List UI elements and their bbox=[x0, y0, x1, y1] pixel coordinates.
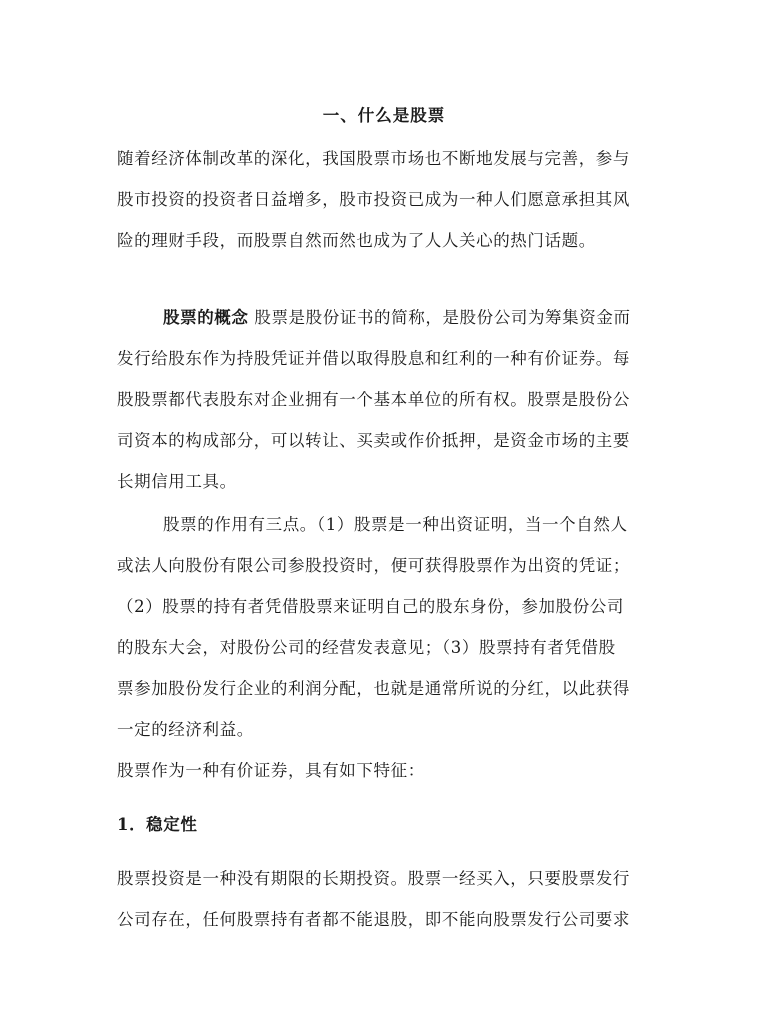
paragraph-line: 的股东大会，对股份公司的经营发表意见；（3）股票持有者凭借股 bbox=[117, 638, 616, 657]
intro-paragraph bbox=[117, 138, 657, 261]
paragraph-line: 长期信用工具。 bbox=[117, 472, 237, 491]
paragraph-line: 公司存在，任何股票持有者都不能退股，即不能向股票发行公司要求 bbox=[117, 910, 630, 929]
paragraph-line: 股票的作用有三点。（1）股票是一种出资证明，当一个自然人 bbox=[163, 515, 628, 534]
paragraph-line bbox=[117, 297, 657, 338]
paragraph-line: 股市投资的投资者日益增多，股市投资已成为一种人们愿意承担其风 bbox=[117, 190, 630, 209]
paragraph-line: 股股票都代表股东对企业拥有一个基本单位的所有权。股票是股份公 bbox=[117, 390, 630, 409]
paragraph-line: （2）股票的持有者凭借股票来证明自己的股东身份，参加股份公司 bbox=[117, 597, 624, 616]
paragraph-line: 险的理财手段，而股票自然而然也成为了人人关心的热门话题。 bbox=[117, 231, 596, 250]
paragraph-line: 股票作为一种有价证券，具有如下特征： bbox=[117, 761, 425, 780]
concept-text: 股票是股份证书的简称，是股份公司为筹集资金而 bbox=[248, 308, 631, 327]
paragraph-line: 或法人向股份有限公司参股投资时，便可获得股票作为出资的凭证； bbox=[117, 556, 630, 575]
stability-paragraph bbox=[117, 858, 657, 940]
functions-paragraph bbox=[117, 504, 657, 750]
paragraph-line: 一定的经济利益。 bbox=[117, 720, 254, 739]
stability-heading: 1．稳定性 bbox=[117, 815, 198, 834]
paragraph-line: 发行给股东作为持股凭证并借以取得股息和红利的一种有价证券。每 bbox=[117, 349, 630, 368]
paragraph-line: 司资本的构成部分，可以转让、买卖或作价抵押，是资金市场的主要 bbox=[117, 431, 630, 450]
paragraph-line: 随着经济体制改革的深化，我国股票市场也不断地发展与完善，参与 bbox=[117, 149, 630, 168]
paragraph-line: 票参加股份发行企业的利润分配，也就是通常所说的分红，以此获得 bbox=[117, 679, 630, 698]
stability-section bbox=[117, 804, 657, 845]
concept-paragraph bbox=[117, 297, 657, 502]
page-title: 一、什么是股票 bbox=[322, 106, 446, 125]
concept-label: 股票的概念 bbox=[163, 308, 249, 327]
features-intro bbox=[117, 750, 657, 791]
paragraph-line: 股票投资是一种没有期限的长期投资。股票一经买入，只要股票发行 bbox=[117, 869, 630, 888]
